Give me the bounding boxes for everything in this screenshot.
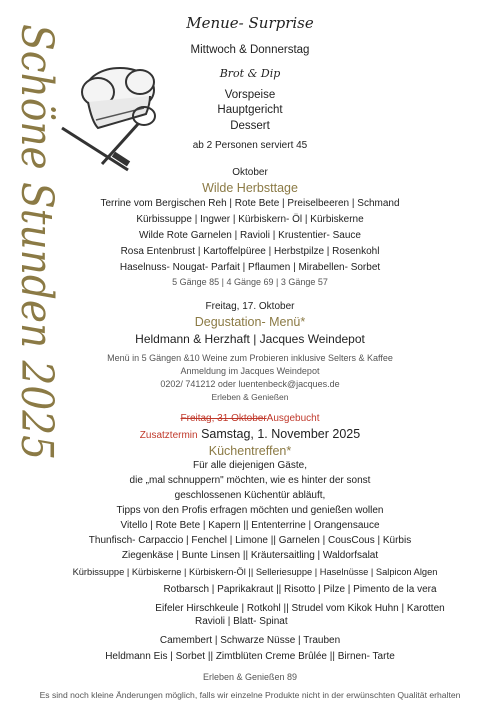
footer-note: Es sind noch kleine Änderungen möglich, falls wir einzelne Produkte nicht in der erwünschten Qualität erhalten	[39, 690, 461, 700]
chef-hat-logo-icon	[58, 52, 168, 182]
sold-out-label: Ausgebucht	[266, 413, 320, 424]
degustation-info: Menü in 5 Gängen &10 Weine zum Probieren inklusive Selters & Kaffee	[107, 353, 393, 363]
section-title-herbsttage: Wilde Herbsttage	[202, 181, 298, 195]
degustation-date: Freitag, 17. Oktober	[205, 301, 295, 312]
dish-line: Kürbissuppe | Ingwer | Kürbiskern- Öl | Kürbiskerne	[136, 214, 364, 225]
degustation-info: Anmeldung im Jacques Weindepot	[180, 366, 320, 376]
dish-line: Eifeler Hirschkeule | Rotkohl || Strudel vom Kikok Huhn | Karotten	[155, 603, 445, 614]
degustation-contact: 0202/ 741212 oder luentenbeck@jacques.de	[160, 379, 340, 389]
intro-line: die „mal schnuppern" möchten, wie es hinter der sonst	[129, 475, 371, 486]
dish-line: Rosa Entenbrust | Kartoffelpüree | Herbstpilze | Rosenkohl	[120, 246, 380, 257]
extra-date-line	[80, 427, 420, 441]
dish-line: Rotbarsch | Paprikakraut || Risotto | Pilze | Pimento de la vera	[163, 584, 437, 595]
intro-line: geschlossenen Küchentür abläuft,	[174, 490, 326, 501]
dish-line: Thunfisch- Carpaccio | Fenchel | Limone || Garnelen | CousCous | Kürbis	[88, 535, 412, 546]
section-title-kuechentreffen: Küchentreffen*	[208, 444, 292, 458]
dish-line: Vitello | Rote Bete | Kapern || Ententerrine | Orangensauce	[120, 520, 380, 531]
extra-date: Samstag, 1. November 2025	[201, 427, 361, 441]
course-dessert: Dessert	[230, 120, 270, 132]
struck-date-line	[100, 413, 400, 424]
side-title-text: Schöne Stunden 2025	[11, 24, 62, 515]
course-starter: Vorspeise	[224, 89, 276, 101]
dish-line: Camembert | Schwarze Nüsse | Trauben	[159, 635, 341, 646]
extra-date-label: Zusatztermin	[139, 430, 198, 441]
degustation-subtitle: Heldmann & Herzhaft | Jacques Weindepot	[135, 332, 365, 346]
section-title-degustation: Degustation- Menü*	[194, 315, 306, 329]
dish-line: Terrine vom Bergischen Reh | Rote Bete | Preiselbeeren | Schmand	[100, 198, 400, 209]
intro-line: Tipps von den Profis erfragen möchten und genießen wollen	[116, 505, 384, 516]
dish-line: Wilde Rote Garnelen | Ravioli | Krustentier- Sauce	[139, 230, 361, 241]
month-label: Oktober	[232, 167, 268, 178]
dish-line: Haselnuss- Nougat- Parfait | Pflaumen | Mirabellen- Sorbet	[119, 262, 381, 273]
course-main: Hauptgericht	[217, 104, 283, 116]
struck-date: Freitag, 31 Oktober	[180, 413, 267, 424]
kuechentreffen-price: Erleben & Genießen 89	[202, 672, 298, 682]
dish-line: Kürbissuppe | Kürbiskerne | Kürbiskern-Öl || Selleriesuppe | Haselnüsse | Salpicon Algen	[72, 567, 438, 577]
intro-line: Für alle diejenigen Gäste,	[193, 460, 307, 471]
course-prices: 5 Gänge 85 | 4 Gänge 69 | 3 Gänge 57	[172, 277, 328, 287]
dish-line: Ravioli | Blatt- Spinat	[195, 616, 288, 627]
dish-line: Heldmann Eis | Sorbet || Zimtblüten Creme Brûlée || Birnen- Tarte	[105, 651, 395, 662]
dish-line: Ziegenkäse | Bunte Linsen || Kräutersaitling | Waldorfsalat	[121, 550, 379, 561]
degustation-tagline: Erleben & Genießen	[211, 392, 289, 402]
brot-dip: Brot & Dip	[219, 67, 281, 80]
days: Mittwoch & Donnerstag	[190, 44, 310, 56]
price-note: ab 2 Personen serviert 45	[192, 140, 308, 151]
menu-title: Menue- Surprise	[186, 14, 314, 32]
